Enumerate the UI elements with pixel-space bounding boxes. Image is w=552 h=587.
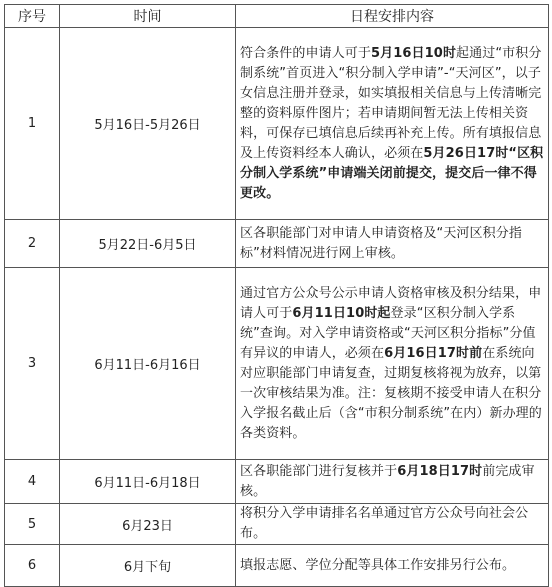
row-time: 6月23日 — [60, 504, 236, 545]
content-text: 在系统向对应职能部门申请复查，过期复核将视为放弃，以第一次审核结果为准。注：复核期不接受申请人在积分入学报名截止后（含“市积分制系统”在内）新办理的各类资料。 — [240, 345, 542, 441]
table-row — [5, 460, 549, 504]
row-serial: 6 — [5, 545, 60, 587]
row-content — [236, 504, 549, 545]
row-time: 6月11日-6月16日 — [60, 268, 236, 460]
row-time: 5月16日-5月26日 — [60, 28, 236, 220]
row-time: 6月下旬 — [60, 545, 236, 587]
content-bold-text: 6月18日17时 — [397, 463, 483, 479]
row-content — [236, 460, 549, 504]
content-bold-text: 5月26日17时“区积分制入学系统”申请端关闭前提交，提交后一律不得更改。 — [240, 145, 544, 201]
row-content — [236, 220, 549, 268]
header-time: 时间 — [60, 5, 236, 28]
table-header — [5, 5, 549, 28]
row-content — [236, 268, 549, 460]
content-text: 符合条件的申请人可于 — [240, 45, 372, 61]
content-text: 填报志愿、学位分配等具体工作安排另行公布。 — [240, 557, 516, 573]
row-serial: 5 — [5, 504, 60, 545]
header-serial: 序号 — [5, 5, 60, 28]
row-serial: 3 — [5, 268, 60, 460]
row-content — [236, 28, 549, 220]
table-row — [5, 504, 549, 545]
content-bold-text: 6月11日10时起 — [292, 305, 391, 321]
row-content — [236, 545, 549, 587]
row-serial: 1 — [5, 28, 60, 220]
content-bold-text: 6月16日17时前 — [384, 345, 483, 361]
content-text: 将积分入学申请排名名单通过官方公众号向社会公布。 — [240, 506, 529, 541]
schedule-table — [4, 4, 549, 587]
row-time: 6月11日-6月18日 — [60, 460, 236, 504]
row-serial: 2 — [5, 220, 60, 268]
content-text: 登录“区积分制入学系统”查询。对入学申请资格或“天河区积分指标”分值有异议的申请人，必须在 — [240, 305, 536, 361]
header-row — [5, 5, 549, 28]
header-content: 日程安排内容 — [236, 5, 549, 28]
content-bold-text: 5月16日10时 — [371, 45, 457, 61]
table-row — [5, 28, 549, 220]
content-text: 起通过“市积分制系统”首页进入“积分制入学申请”-“天河区”，以子女信息注册并登录，如实填报相关信息与上传清晰完整的资料原件图片；若申请期间暂无法上传相关资料，可保存已填信息后续再补充上传。所有填报信息及上传资料经本人确认，必须在 — [240, 45, 542, 161]
table-row — [5, 220, 549, 268]
content-text: 区各职能部门对申请人申请资格及“天河区积分指标”材料情况进行网上审核。 — [240, 225, 522, 261]
table-row — [5, 545, 549, 587]
content-text: 通过官方公众号公示申请人资格审核及积分结果，申请人可于 — [240, 285, 542, 321]
content-text: 区各职能部门进行复核并于 — [240, 463, 398, 479]
table-body — [5, 28, 549, 587]
row-time: 5月22日-6月5日 — [60, 220, 236, 268]
table-row — [5, 268, 549, 460]
row-serial: 4 — [5, 460, 60, 504]
content-text: 前完成审核。 — [240, 463, 535, 499]
